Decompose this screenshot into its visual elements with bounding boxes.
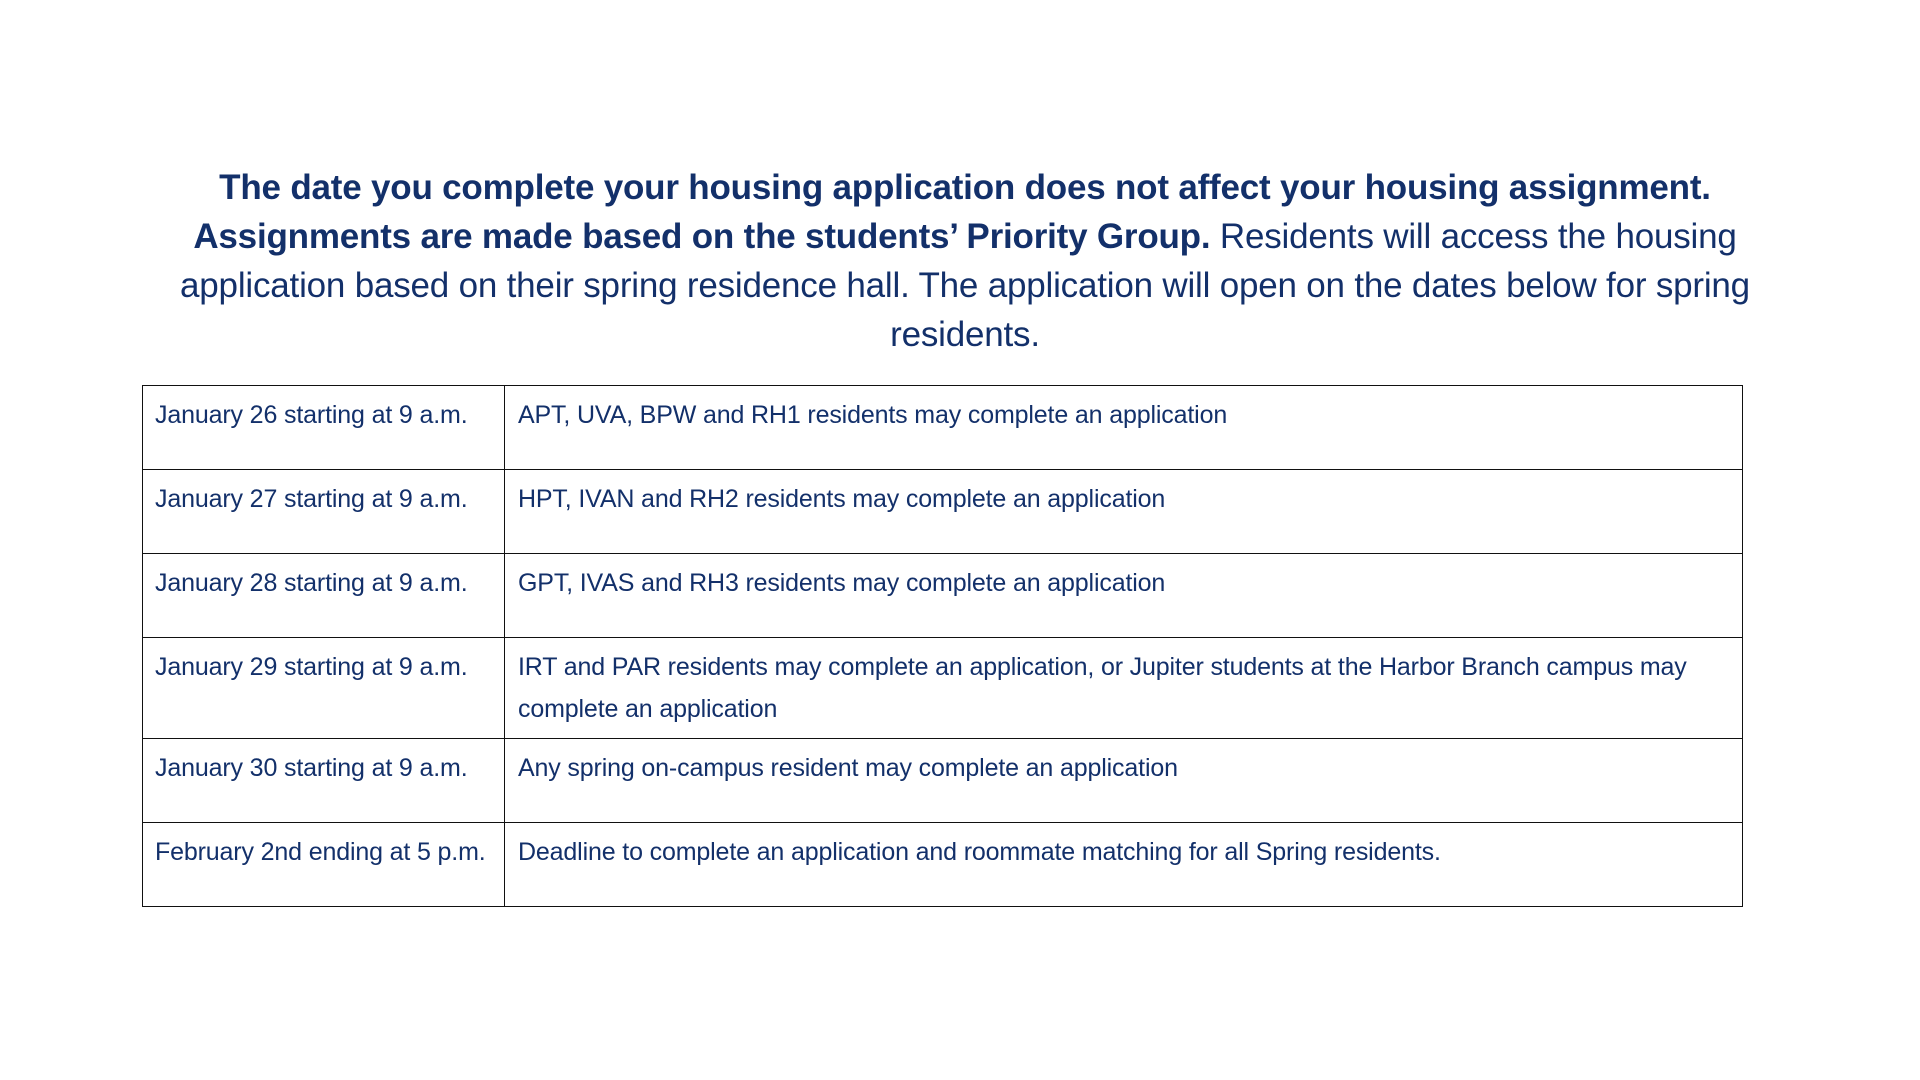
row-date: January 26 starting at 9 a.m. <box>143 386 505 470</box>
table-row <box>143 386 1743 470</box>
intro-bold-sentence: The date you complete your housing application does not affect your housing assignment. Assignments are made based on the students’ Priority Group. <box>193 168 1711 256</box>
row-date: January 27 starting at 9 a.m. <box>143 470 505 554</box>
row-description: HPT, IVAN and RH2 residents may complete an application <box>505 470 1743 554</box>
row-date: January 28 starting at 9 a.m. <box>143 554 505 638</box>
row-date: February 2nd ending at 5 p.m. <box>143 823 505 907</box>
row-date: January 30 starting at 9 a.m. <box>143 739 505 823</box>
intro-normal-sentence: Residents will access the housing application based on their spring residence hall. The application will open on the dates below for spring residents. <box>180 217 1750 354</box>
intro-paragraph <box>155 163 1775 359</box>
table-row <box>143 823 1743 907</box>
table-body <box>143 386 1743 907</box>
row-description: APT, UVA, BPW and RH1 residents may complete an application <box>505 386 1743 470</box>
row-description: IRT and PAR residents may complete an application, or Jupiter students at the Harbor Branch campus may complete an application <box>505 638 1743 739</box>
housing-application-schedule-table <box>142 385 1743 907</box>
table-row <box>143 638 1743 739</box>
row-description: Deadline to complete an application and roommate matching for all Spring residents. <box>505 823 1743 907</box>
table-row <box>143 470 1743 554</box>
row-description: Any spring on-campus resident may complete an application <box>505 739 1743 823</box>
row-date: January 29 starting at 9 a.m. <box>143 638 505 739</box>
table-row <box>143 739 1743 823</box>
row-description: GPT, IVAS and RH3 residents may complete an application <box>505 554 1743 638</box>
table-row <box>143 554 1743 638</box>
